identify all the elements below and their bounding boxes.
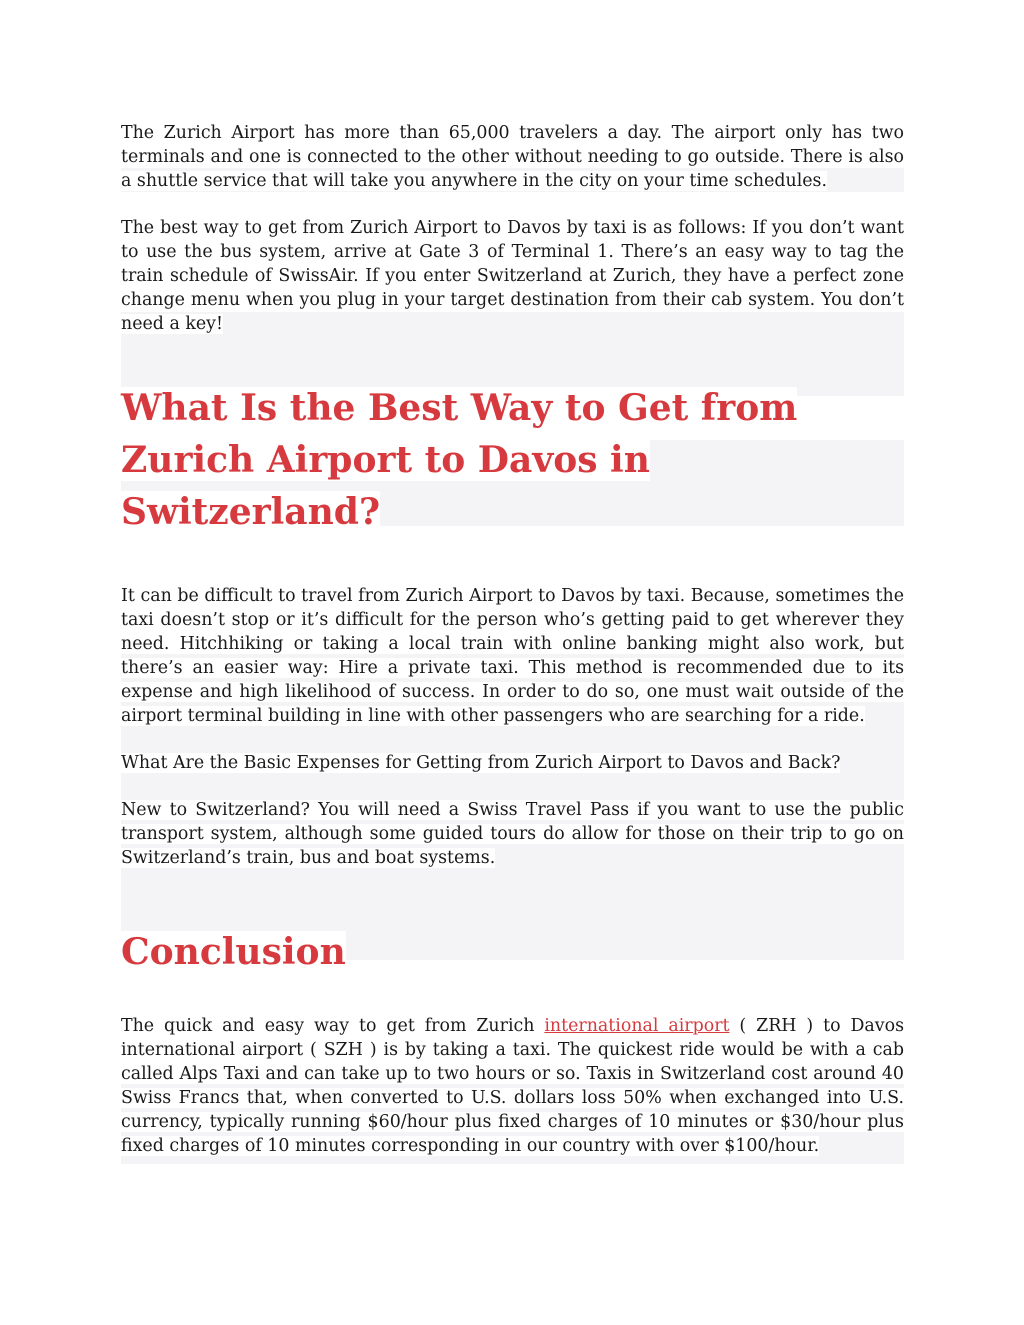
paragraph-basic-expenses: What Are the Basic Expenses for Getting from Zurich Airport to Davos and Back? [121, 753, 841, 773]
conclusion-text-end: ( ZRH ) to Davos international airport ( SZH ) is by taking a taxi. The quickest ride would be with a cab called Alps Taxi and can take up to two hours or so. Taxis in Switzerland cost around 40 Swiss Francs that, when converted to U.S. dollars loss 50% when exchanged into U.S. currency, typically running $60/hour plus fixed charges of 10 minutes or $30/hour plus fixed charges of 10 minutes corresponding in our country with over $100/hour. [121, 1016, 904, 1156]
paragraph-conclusion [121, 1014, 904, 1158]
heading-conclusion: Conclusion [121, 931, 346, 973]
heading-best-way: What Is the Best Way to Get from Zurich Airport to Davos in Switzerland? [121, 387, 798, 533]
paragraph-difficult-travel: It can be difficult to travel from Zurich Airport to Davos by taxi. Because, sometimes the taxi doesn’t stop or it’s difficult for the person who’s getting paid to get wherever they need. Hitchhiking or taking a local train with online banking might also work, but there’s an easier way: Hire a private taxi. This method is recommended due to its expense and high likelihood of success. In order to do so, one must wait outside of the airport terminal building in line with other passengers who are searching for a ride. [121, 586, 904, 726]
paragraph-best-way: The best way to get from Zurich Airport to Davos by taxi is as follows: If you don’t want to use the bus system, arrive at Gate 3 of Terminal 1. There’s an easy way to tag the train schedule of SwissAir. If you enter Switzerland at Zurich, they have a perfect zone change menu when you plug in your target destination from their cab system. You don’t need a key! [121, 218, 904, 334]
conclusion-text-start: The quick and easy way to get from Zurich [121, 1016, 545, 1036]
paragraph-new-to-switzerland: New to Switzerland? You will need a Swiss Travel Pass if you want to use the public transport system, although some guided tours do allow for those on their trip to go on Switzerland’s train, bus and boat systems. [121, 800, 904, 868]
international-airport-link[interactable]: international airport [544, 1016, 730, 1036]
document-body [121, 121, 904, 1158]
paragraph-zurich-airport: The Zurich Airport has more than 65,000 travelers a day. The airport only has two terminals and one is connected to the other without needing to go outside. There is also a shuttle service that will take you anywhere in the city on your time schedules. [121, 123, 904, 191]
